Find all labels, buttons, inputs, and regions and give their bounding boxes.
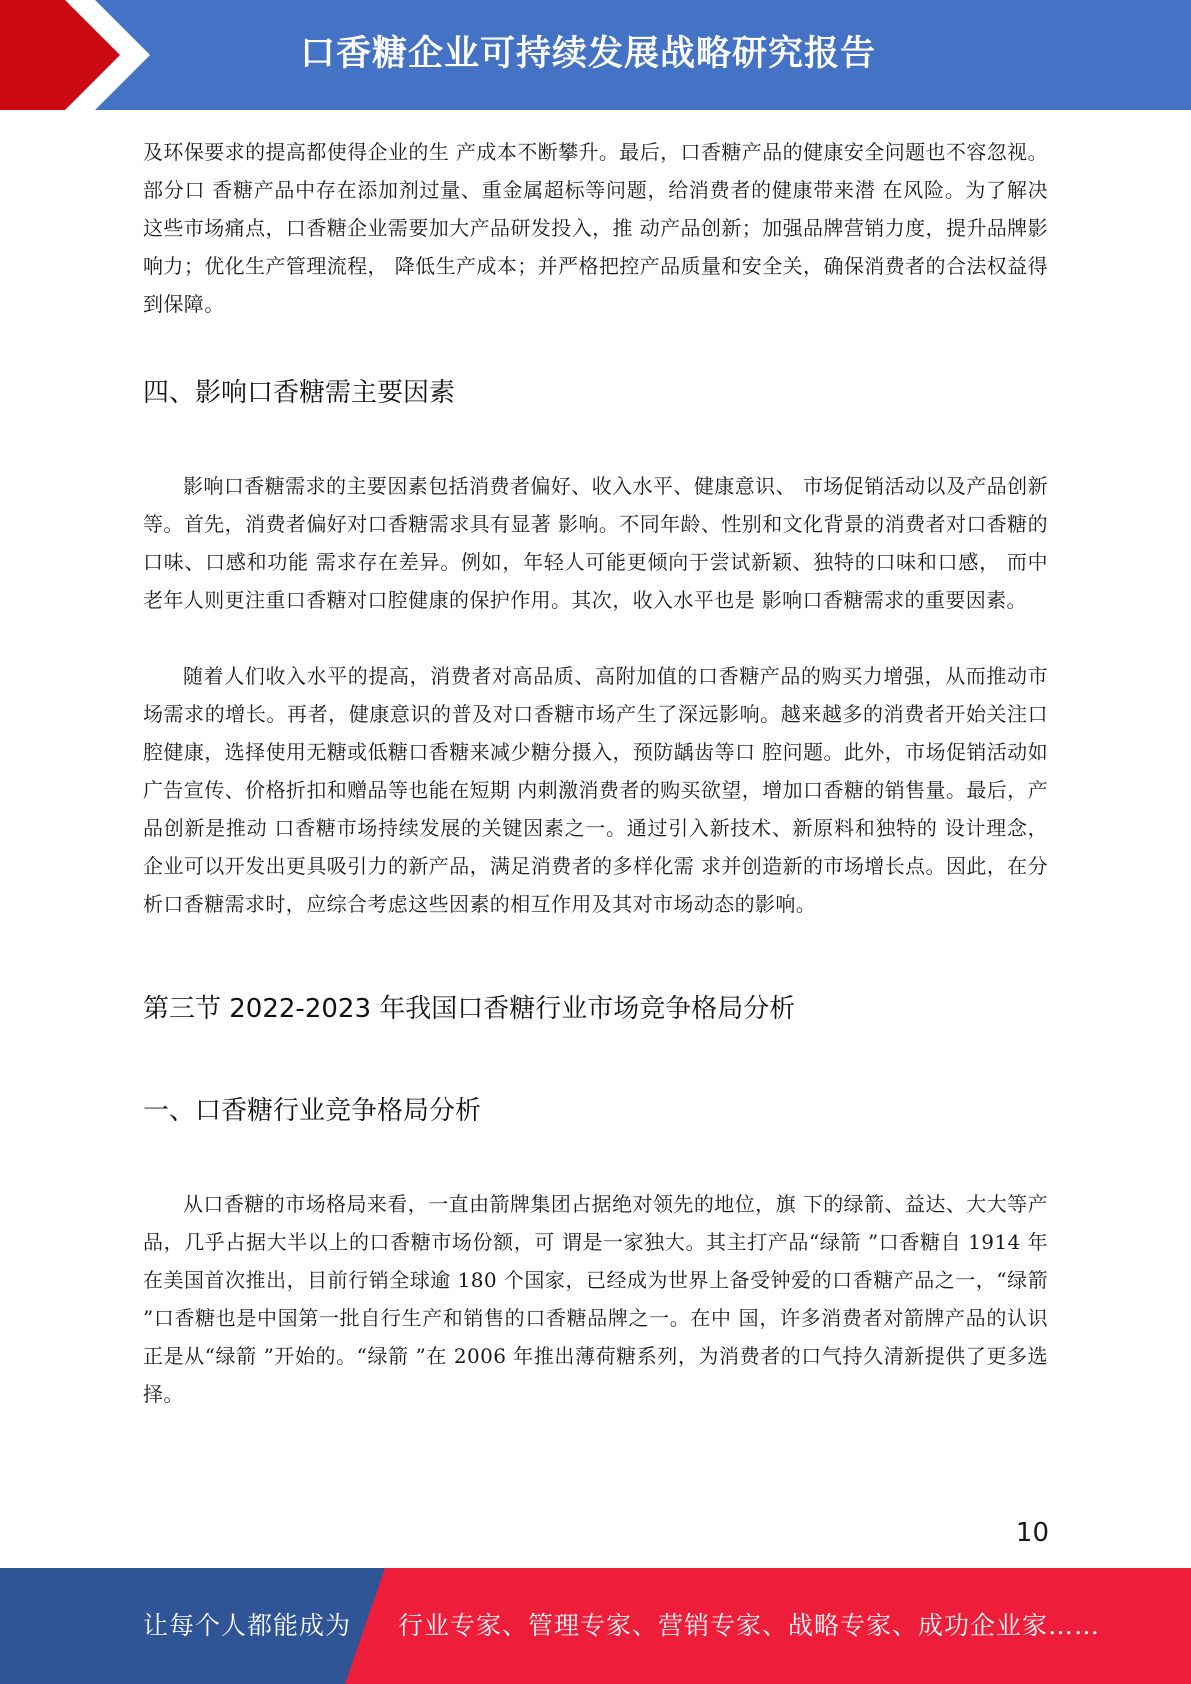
page-content (143, 133, 1048, 1413)
page-header (0, 0, 1191, 110)
footer-slogan-right: 行业专家、管理专家、营销专家、战略专家、成功企业家…… (398, 1611, 1101, 1640)
heading-demand-factors: 四、影响口香糖需主要因素 (143, 378, 456, 408)
header-arrow-decoration (0, 0, 170, 110)
footer-slogan-left: 让每个人都能成为 (143, 1611, 352, 1640)
paragraph-demand-factors: 影响口香糖需求的主要因素包括消费者偏好、收入水平、健康意识、 市场促销活动以及产品创新等。首先，消费者偏好对口香糖需求具有显著 影响。不同年龄、性别和文化背景的消费者对口香糖的口味、口感和功能 需求存在差异。例如，年轻人可能更倾向于尝试新颖、独特的口味和口感， 而中老年人则更注重口香糖对口腔健康的保护作用。其次，收入水平也是 影响口香糖需求的重要因素。 (143, 474, 1048, 612)
report-title: 口香糖企业可持续发展战略研究报告 (300, 34, 877, 74)
paragraph-cost-and-safety: 及环保要求的提高都使得企业的生 产成本不断攀升。最后，口香糖产品的健康安全问题也不容忽视。部分口 香糖产品中存在添加剂过量、重金属超标等问题，给消费者的健康带来潜 在风险。为了解决这些市场痛点，口香糖企业需要加大产品研发投入，推 动产品创新；加强品牌营销力度，提升品牌影响力；优化生产管理流程， 降低生产成本；并严格把控产品质量和安全关，确保消费者的合法权益得到保障。 (143, 140, 1048, 316)
heading-competition-analysis: 一、口香糖行业竞争格局分析 (143, 1096, 482, 1126)
page-number: 10 (1015, 1518, 1049, 1548)
page-footer (0, 1568, 1191, 1684)
paragraph-market-structure: 从口香糖的市场格局来看，一直由箭牌集团占据绝对领先的地位，旗 下的绿箭、益达、大大等产品，几乎占据大半以上的口香糖市场份额，可 谓是一家独大。其主打产品“绿箭 ”口香糖自 1914 年在美国首次推出，目前行销全球逾 180 个国家，已经成为世界上备受钟爱的口香糖产品之一，“绿箭 ”口香糖也是中国第一批自行生产和销售的口香糖品牌之一。在中 国，许多消费者对箭牌产品的认识正是从“绿箭 ”开始的。“绿箭 ”在 2006 年推出薄荷糖系列，为消费者的口气持久清新提供了更多选择。 (143, 1192, 1048, 1406)
paragraph-income-health-promotion: 随着人们收入水平的提高，消费者对高品质、高附加值的口香糖产品的购买力增强，从而推动市场需求的增长。再者，健康意识的普及对口香糖市场产生了深远影响。越来越多的消费者开始关注口腔健康，选择使用无糖或低糖口香糖来减少糖分摄入，预防龋齿等口 腔问题。此外，市场促销活动如广告宣传、价格折扣和赠品等也能在短期 内刺激消费者的购买欲望，增加口香糖的销售量。最后，产品创新是推动 口香糖市场持续发展的关键因素之一。通过引入新技术、新原料和独特的 设计理念，企业可以开发出更具吸引力的新产品，满足消费者的多样化需 求并创造新的市场增长点。因此，在分析口香糖需求时，应综合考虑这些因素的相互作用及其对市场动态的影响。 (143, 664, 1048, 916)
heading-section-three: 第三节 2022-2023 年我国口香糖行业市场竞争格局分析 (143, 994, 796, 1024)
